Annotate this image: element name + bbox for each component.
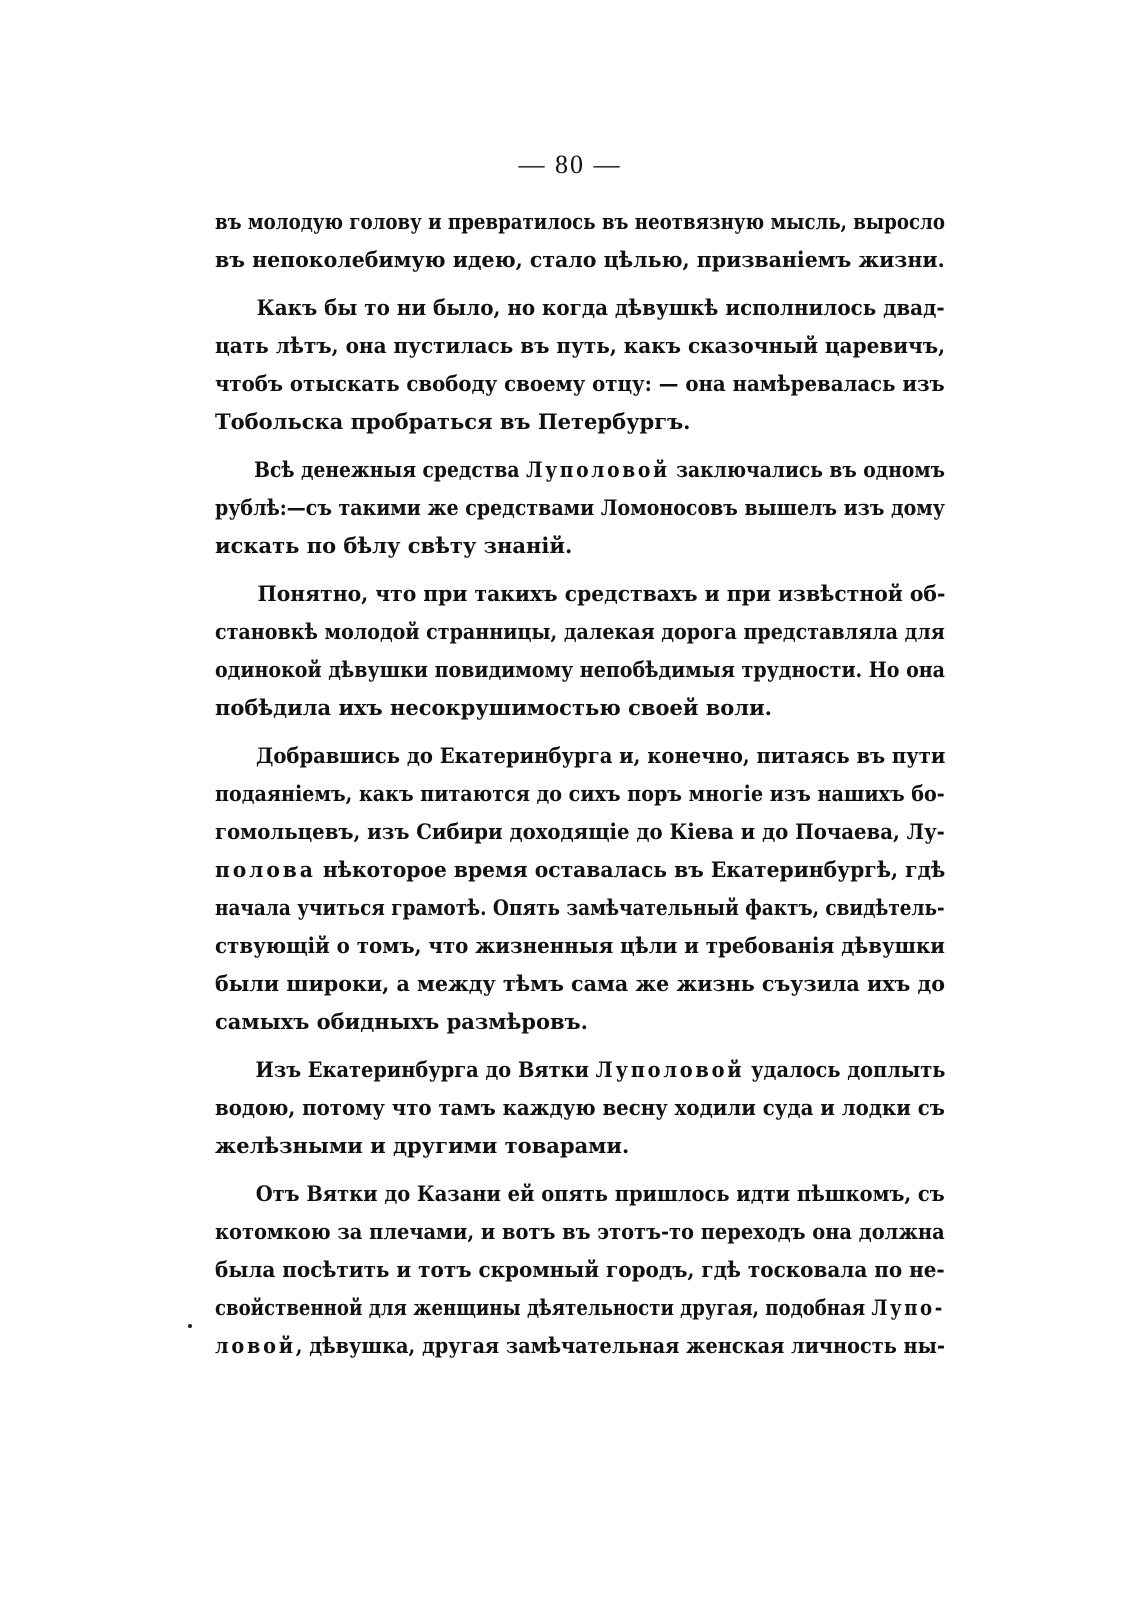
text-fragment: , дѣвушка, другая замѣчательная женская личность ны- (295, 1333, 945, 1358)
emphasized-name: полова (215, 857, 316, 882)
paragraph-break (215, 279, 945, 289)
text-line: въ непоколебимую идею, стало цѣлью, призваніемъ жизни. (215, 247, 945, 272)
text-line: въ молодую голову и превратилось въ неотвязную мысль, выросло (215, 209, 945, 234)
emphasized-name: Лупо- (871, 1295, 945, 1320)
text-line: становкѣ молодой странницы, далекая дорога представляла для (215, 619, 945, 644)
text-line: подаяніемъ, какъ питаются до сихъ поръ многіе изъ нашихъ бо- (215, 781, 945, 806)
paragraph-break (215, 1165, 945, 1175)
emphasized-name: Луполовой (525, 457, 670, 482)
text-line: одинокой дѣвушки повидимому непобѣдимыя трудности. Но она (215, 657, 946, 682)
text-line: Добравшись до Екатеринбурга и, конечно, питаясь въ пути (255, 743, 946, 768)
text-fragment: Изъ Екатеринбурга до Вятки (255, 1057, 596, 1082)
text-line: была посѣтить и тотъ скромный городъ, гдѣ тосковала по не- (215, 1257, 945, 1282)
text-fragment: нѣкоторое время оставалась въ Екатеринбургѣ, гдѣ (315, 857, 946, 882)
ink-speck (188, 1324, 192, 1328)
text-line: цать лѣтъ, она пустилась въ путь, какъ сказочный царевичъ, (215, 333, 946, 358)
text-fragment: удалось доплыть (744, 1057, 946, 1082)
text-line: чтобъ отыскать свободу своему отцу: — она намѣревалась изъ (215, 371, 945, 396)
text-line: ствующій о томъ, что жизненныя цѣли и требованія дѣвушки (215, 933, 945, 958)
paragraph-break (215, 441, 945, 451)
text-line: Какъ бы то ни было, но когда дѣвушкѣ исполнилось двад- (256, 295, 945, 320)
text-fragment: свойственной для женщины дѣятельности другая, подобная (215, 1295, 872, 1320)
text-line (215, 1327, 945, 1365)
text-line: Отъ Вятки до Казани ей опять пришлось идти пѣшкомъ, съ (255, 1181, 945, 1206)
paragraph-break (215, 565, 945, 575)
text-fragment: Всѣ денежныя средства (254, 457, 526, 482)
body-text (215, 203, 945, 1365)
page-number: — 80 — (518, 150, 622, 179)
paragraph-break (215, 1041, 945, 1051)
text-line: водою, потому что тамъ каждую весну ходили суда и лодки съ (215, 1095, 945, 1120)
text-line (215, 1051, 946, 1089)
text-line: рублѣ:—съ такими же средствами Ломоносовъ вышелъ изъ дому (215, 495, 945, 520)
text-line: Тобольска пробраться въ Петербургъ. (215, 409, 691, 434)
text-line (215, 1289, 945, 1327)
text-line: начала учиться грамотѣ. Опять замѣчательный фактъ, свидѣтель- (215, 895, 945, 920)
text-line: самыхъ обидныхъ размѣровъ. (215, 1009, 588, 1034)
text-line: гомольцевъ, изъ Сибири доходящіе до Кіева и до Почаева, Лу- (215, 819, 945, 844)
text-line: побѣдила ихъ несокрушимостью своей воли. (215, 695, 772, 720)
text-line: котомкою за плечами, и вотъ въ этотъ-то переходъ она должна (215, 1219, 945, 1244)
text-line (215, 851, 946, 889)
paragraph-break (215, 727, 945, 737)
text-line: были широки, а между тѣмъ сама же жизнь съузила ихъ до (215, 971, 945, 996)
text-line (215, 451, 945, 489)
emphasized-name: ловой (215, 1333, 296, 1358)
text-fragment: заключались въ одномъ (669, 457, 945, 482)
text-line: искать по бѣлу свѣту знаній. (215, 533, 573, 558)
text-line: Понятно, что при такихъ средствахъ и при извѣстной об- (257, 581, 946, 606)
text-line: желѣзными и другими товарами. (215, 1133, 630, 1158)
emphasized-name: Луполовой (595, 1057, 745, 1082)
